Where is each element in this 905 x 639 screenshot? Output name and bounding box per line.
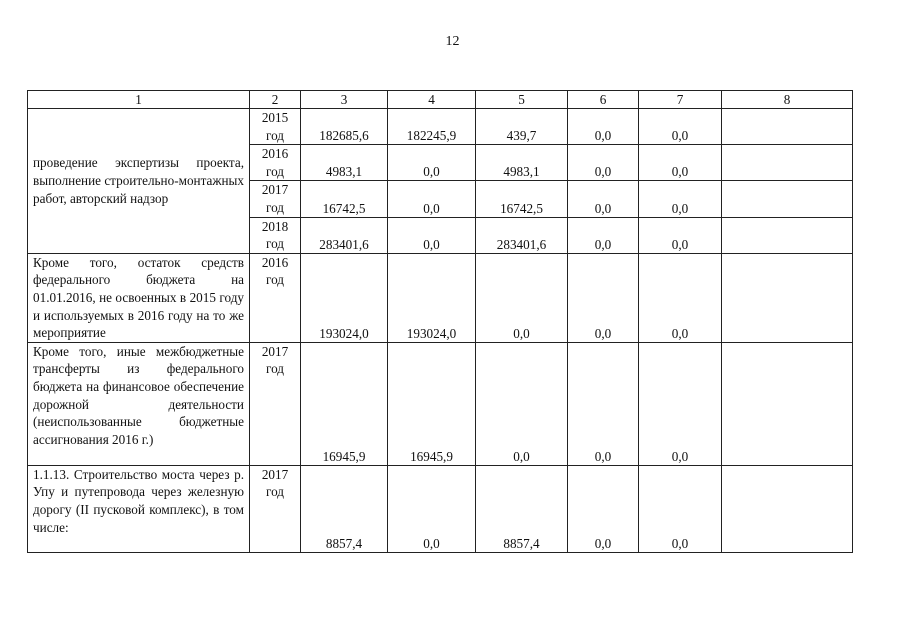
value-cell: 0,0: [476, 253, 568, 342]
value-cell: 0,0: [639, 217, 722, 253]
value-cell: 8857,4: [301, 465, 388, 552]
value-cell: [722, 217, 853, 253]
page-number: 12: [445, 34, 460, 49]
year-cell: [250, 253, 301, 342]
year-cell: [250, 109, 301, 145]
value-cell: 182245,9: [388, 109, 476, 145]
header-cell: 3: [301, 91, 388, 109]
year-cell: [250, 181, 301, 217]
year-unit: год: [265, 361, 284, 377]
table-row: [28, 109, 853, 145]
value-cell: 0,0: [388, 145, 476, 181]
value-cell: 0,0: [639, 342, 722, 465]
year-cell: [250, 465, 301, 552]
table-row: [28, 253, 853, 342]
value-cell: 0,0: [568, 217, 639, 253]
header-cell: 4: [388, 91, 476, 109]
value-cell: 0,0: [568, 109, 639, 145]
year-value: 2017: [261, 466, 289, 482]
year-unit: год: [265, 236, 284, 252]
value-cell: [722, 253, 853, 342]
value-cell: 0,0: [568, 465, 639, 552]
value-cell: 283401,6: [476, 217, 568, 253]
value-cell: 0,0: [568, 342, 639, 465]
row-description: 1.1.13. Строительство моста через р. Упу и путепровода через железную дорогу (II пусковой комплекс), в том числе:: [28, 465, 250, 552]
year-cell: [250, 217, 301, 253]
budget-table: [27, 90, 853, 553]
value-cell: 0,0: [568, 181, 639, 217]
header-cell: 5: [476, 91, 568, 109]
header-cell: 6: [568, 91, 639, 109]
value-cell: 283401,6: [301, 217, 388, 253]
value-cell: 0,0: [639, 465, 722, 552]
value-cell: 16742,5: [301, 181, 388, 217]
value-cell: 0,0: [639, 145, 722, 181]
value-cell: 0,0: [639, 181, 722, 217]
header-cell: 2: [250, 91, 301, 109]
value-cell: [722, 145, 853, 181]
year-cell: [250, 342, 301, 465]
year-cell: [250, 145, 301, 181]
value-cell: 16945,9: [301, 342, 388, 465]
year-unit: год: [265, 127, 284, 143]
year-unit: год: [265, 272, 284, 288]
header-cell: 8: [722, 91, 853, 109]
header-cell: 1: [28, 91, 250, 109]
header-row: [28, 91, 853, 109]
value-cell: 193024,0: [388, 253, 476, 342]
value-cell: 0,0: [568, 145, 639, 181]
value-cell: 4983,1: [301, 145, 388, 181]
value-cell: 0,0: [388, 465, 476, 552]
value-cell: 0,0: [388, 181, 476, 217]
value-cell: 16945,9: [388, 342, 476, 465]
value-cell: 0,0: [639, 253, 722, 342]
year-unit: год: [265, 163, 284, 179]
value-cell: 0,0: [639, 109, 722, 145]
value-cell: [722, 109, 853, 145]
value-cell: 0,0: [568, 253, 639, 342]
value-cell: 182685,6: [301, 109, 388, 145]
row-description: Кроме того, остаток средств федерального бюджета на 01.01.2016, не освоенных в 2015 году и используемых в 2016 году на то же мероприятие: [28, 253, 250, 342]
table-row: [28, 342, 853, 465]
year-value: 2016: [261, 254, 289, 270]
header-cell: 7: [639, 91, 722, 109]
value-cell: 193024,0: [301, 253, 388, 342]
value-cell: 0,0: [388, 217, 476, 253]
year-value: 2015: [261, 110, 289, 125]
year-value: 2016: [261, 146, 289, 162]
year-value: 2017: [261, 182, 289, 198]
value-cell: 16742,5: [476, 181, 568, 217]
row-description: проведение экспертизы проекта, выполнение строительно-монтажных работ, авторский надзор: [28, 109, 250, 254]
value-cell: [722, 342, 853, 465]
table-row: [28, 465, 853, 552]
year-unit: год: [265, 484, 284, 500]
value-cell: [722, 181, 853, 217]
value-cell: 439,7: [476, 109, 568, 145]
value-cell: 8857,4: [476, 465, 568, 552]
year-value: 2018: [261, 218, 289, 234]
value-cell: 4983,1: [476, 145, 568, 181]
row-description: Кроме того, иные межбюджетные трансферты из федерального бюджета на финансовое обеспечение дорожной деятельности (неиспользованные бюджетные ассигнования 2016 г.): [28, 342, 250, 465]
year-value: 2017: [261, 343, 289, 359]
value-cell: [722, 465, 853, 552]
year-unit: год: [265, 199, 284, 215]
value-cell: 0,0: [476, 342, 568, 465]
